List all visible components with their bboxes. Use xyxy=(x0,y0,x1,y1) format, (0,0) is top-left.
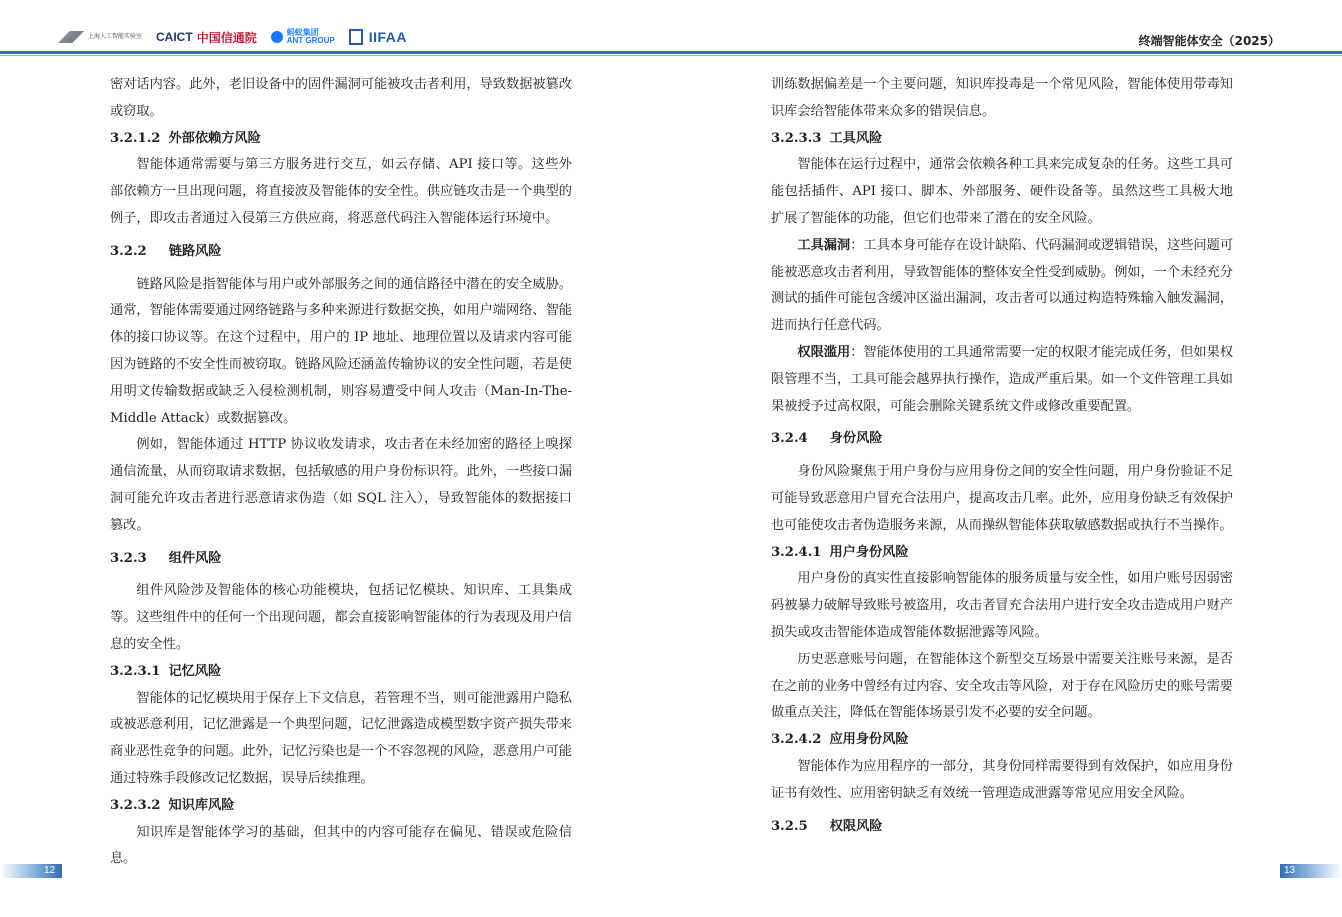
iifaa-logo: IIFAA xyxy=(349,29,407,45)
paragraph: 知识库是智能体学习的基础，但其中的内容可能存在偏见、错误或危险信息。 xyxy=(110,824,572,867)
paragraph: 工具漏洞：工具本身可能存在设计缺陷、代码漏洞或逻辑错误，这些问题可能被恶意攻击者利用，导致智能体的整体安全性受到威胁。例如，一个未经充分测试的插件可能包含缓冲区溢出漏洞，攻击者可以通过构造特殊输入触发漏洞，进而执行任意代码。 xyxy=(771,237,1234,334)
paragraph: 链路风险是指智能体与用户或外部服务之间的通信路径中潜在的安全威胁。通常，智能体需要通过网络链路与多种来源进行数据交换，如用户端网络、智能体的接口协议等。在这个过程中，用户的 IP 地址、地理位置以及请求内容可能因为链路的不安全性而被窃取。链路风险还涵盖传输协议的安全性问题，若是使用明文传输数据或缺乏入侵检测机制，则容易遭受中间人攻击（Man-In-The-Middle Attack）或数据篡改。 xyxy=(110,276,572,426)
ant-group-logo: 蚂蚁集团 ANT GROUP xyxy=(271,29,335,45)
paragraph: 训练数据偏差是一个主要问题，知识库投毒是一个常见风险，智能体使用带毒知识库会给智能体带来众多的错误信息。 xyxy=(771,77,1233,119)
shanghai-ai-lab-logo: 上海人工智能实验室 xyxy=(58,31,142,43)
shanghai-ai-lab-mark-icon xyxy=(58,31,84,43)
heading-3-2-4-1: 3.2.4.1 用户身份风险 xyxy=(771,544,909,560)
heading-3-2-1-2: 3.2.1.2 外部依赖方风险 xyxy=(110,130,261,146)
document-title: 终端智能体安全（2025） xyxy=(1138,34,1280,48)
heading-3-2-3-1: 3.2.3.1 记忆风险 xyxy=(110,663,222,679)
paragraph: 历史恶意账号问题，在智能体这个新型交互场景中需要关注账号来源，是否在之前的业务中曾经有过内容、安全攻击等风险，对于存在风险历史的账号需要做重点关注，降低在智能体场景引发不必要的安全问题。 xyxy=(771,651,1233,721)
page-number-right: 13 xyxy=(1280,864,1342,878)
heading-3-2-3-2: 3.2.3.2 知识库风险 xyxy=(110,797,235,813)
heading-3-2-3: 3.2.3 组件风险 xyxy=(110,550,222,566)
heading-3-2-3-3: 3.2.3.3 工具风险 xyxy=(771,130,883,146)
partner-logos xyxy=(58,26,407,48)
left-page-column xyxy=(110,72,572,873)
paragraph: 用户身份的真实性直接影响智能体的服务质量与安全性，如用户账号因弱密码被暴力破解导致账号被盗用，攻击者冒充合法用户进行安全攻击造成用户财产损失或攻击智能体造成智能体数据泄露等风险。 xyxy=(771,571,1233,640)
paragraph: 组件风险涉及智能体的核心功能模块，包括记忆模块、知识库、工具集成等。这些组件中的任何一个出现问题，都会直接影响智能体的行为表现及用户信息的安全性。 xyxy=(110,583,572,652)
page-header xyxy=(0,0,1342,56)
paragraph: 权限滥用：智能体使用的工具通常需要一定的权限才能完成任务，但如果权限管理不当，工具可能会越界执行操作，造成严重后果。如一个文件管理工具如果被授予过高权限，可能会删除关键系统文件或修改重要配置。 xyxy=(771,344,1234,414)
paragraph: 智能体通常需要与第三方服务进行交互，如云存储、API 接口等。这些外部依赖方一旦出现问题，将直接波及智能体的安全性。供应链攻击是一个典型的例子，即攻击者通过入侵第三方供应商，将恶意代码注入智能体运行环境中。 xyxy=(110,157,572,226)
heading-3-2-4-2: 3.2.4.2 应用身份风险 xyxy=(771,732,909,748)
heading-3-2-4: 3.2.4 身份风险 xyxy=(771,431,883,447)
paragraph: 智能体作为应用程序的一部分，其身份同样需要得到有效保护，如应用身份证书有效性、应用密钥缺乏有效统一管理造成泄露等常见应用安全风险。 xyxy=(771,758,1233,801)
right-page-column xyxy=(771,72,1233,840)
ant-group-mark-icon xyxy=(271,31,283,43)
paragraph: 密对话内容。此外，老旧设备中的固件漏洞可能被攻击者利用，导致数据被篡改或窃取。 xyxy=(110,77,572,119)
paragraph: 身份风险聚焦于用户身份与应用身份之间的安全性问题，用户身份验证不足可能导致恶意用户冒充合法用户，提高攻击几率。此外，应用身份缺乏有效保护也可能使攻击者伪造服务来源，从而操纵智能体获取敏感数据或执行不当操作。 xyxy=(771,464,1233,533)
heading-3-2-5: 3.2.5 权限风险 xyxy=(771,818,883,834)
iifaa-mark-icon xyxy=(349,29,363,45)
paragraph: 智能体的记忆模块用于保存上下文信息，若管理不当，则可能泄露用户隐私或被恶意利用，记忆泄露是一个典型问题，记忆泄露造成模型数字资产损失带来商业恶性竞争的问题。此外，记忆污染也是一个不容忽视的风险，恶意用户可能通过特殊手段修改记忆数据，误导后续推理。 xyxy=(110,690,572,786)
caict-logo: CAICT 中国信通院 xyxy=(156,30,257,45)
paragraph: 例如，智能体通过 HTTP 协议收发请求，攻击者在未经加密的路径上嗅探通信流量，从而窃取请求数据，包括敏感的用户身份标识符。此外，一些接口漏洞可能允许攻击者进行恶意请求伪造（如 SQL 注入），导致智能体的数据接口篡改。 xyxy=(110,437,572,533)
heading-3-2-2: 3.2.2 链路风险 xyxy=(110,243,222,259)
header-divider-thin xyxy=(0,55,1342,56)
paragraph: 智能体在运行过程中，通常会依赖各种工具来完成复杂的任务。这些工具可能包括插件、API 接口、脚本、外部服务、硬件设备等。虽然这些工具极大地扩展了智能体的功能，但它们也带来了潜在的安全风险。 xyxy=(771,157,1233,226)
header-divider xyxy=(0,51,1342,54)
page-number-left: 12 xyxy=(0,864,62,878)
